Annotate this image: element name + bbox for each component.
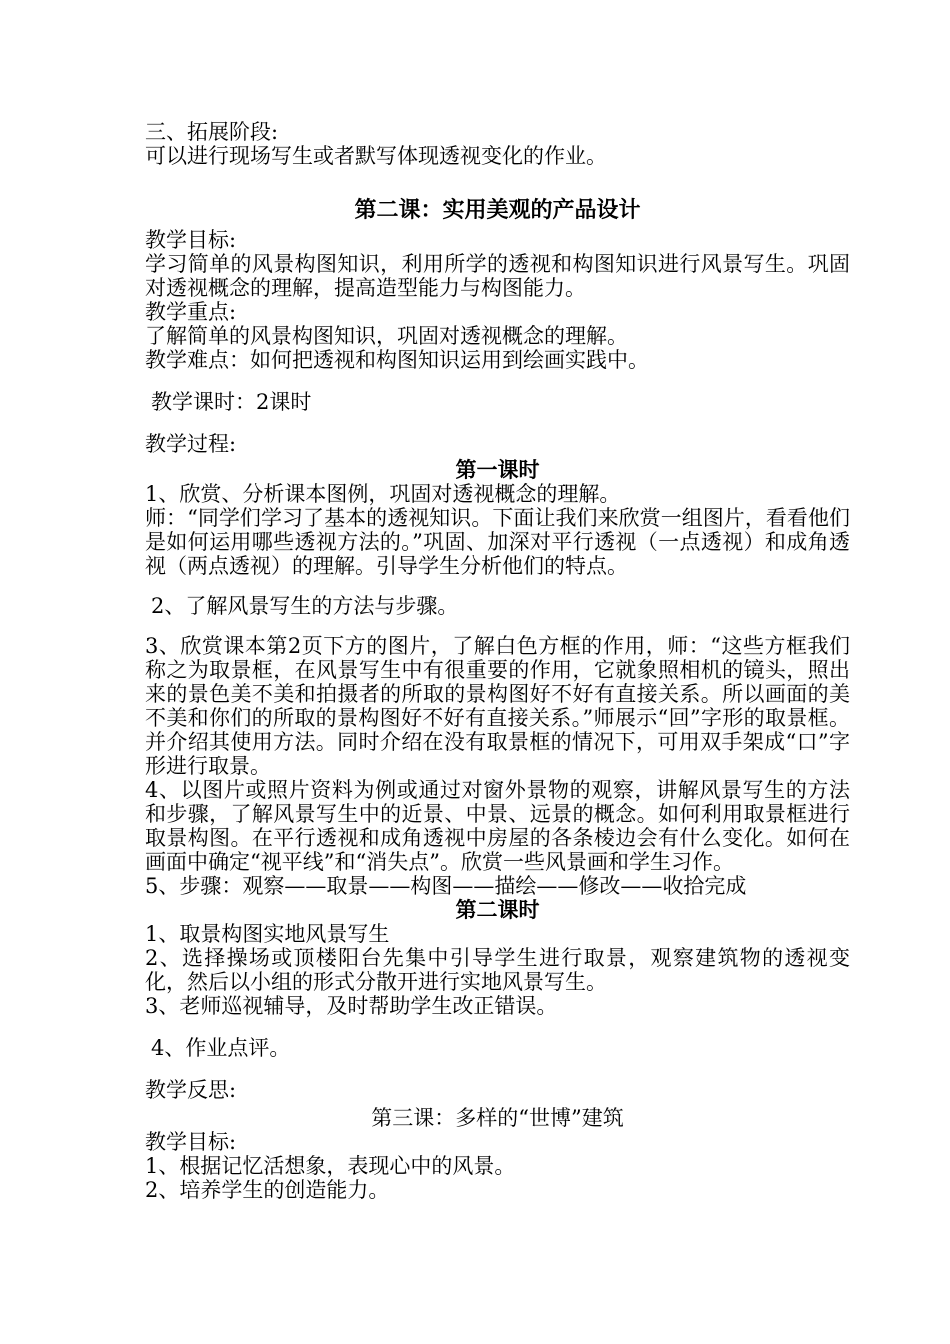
document-page [145,120,850,1202]
lesson-title: 第二课：实用美观的产品设计 [354,197,641,223]
reflection-label: 教学反思: [145,1078,237,1102]
period-title: 第二课时 [455,897,540,922]
list-item: 1、根据记忆活想象，表现心中的风景。 [145,1154,516,1178]
period-title: 第一课时 [455,457,540,482]
paragraph: 可以进行现场写生或者默写体现透视变化的作业。 [145,144,607,168]
list-item: 1、取景构图实地风景写生 [145,922,390,946]
list-item: 4、以图片或照片资料为例或通过对窗外景物的观察，讲解风景写生的方法和步骤，了解风景写生中的近景、中景、远景的概念。如何利用取景框进行取景构图。在平行透视和成角透视中房屋的各条棱边会有什么变化。如何在画面中确定“视平线”和“消失点”。欣赏一些风景画和学生习作。 [145,778,850,874]
lesson-title: 第三课：多样的“世博”建筑 [371,1106,624,1130]
difficulty-text: 教学难点：如何把透视和构图知识运用到绘画实践中。 [145,348,649,372]
key-text: 了解简单的风景构图知识，巩固对透视概念的理解。 [145,324,628,348]
goal-label: 教学目标: [145,1130,237,1154]
hours-text: 教学课时：2课时 [151,390,312,414]
list-item: 3、老师巡视辅导，及时帮助学生改正错误。 [145,994,558,1018]
goal-label: 教学目标: [145,228,237,252]
list-item-detail: 师：“同学们学习了基本的透视知识。下面让我们来欣赏一组图片，看看他们是如何运用哪些透视方法的。”巩固、加深对平行透视（一点透视）和成角透视（两点透视）的理解。引导学生分析他们的特点。 [145,506,850,578]
list-item: 3、欣赏课本第2页下方的图片，了解白色方框的作用，师：“这些方框我们称之为取景框，在风景写生中有很重要的作用，它就象照相机的镜头，照出来的景色美不美和拍摄者的所取的景构图好不好有直接关系。所以画面的美不美和你们的所取的景构图好不好有直接关系。”师展示“回”字形的取景框。并介绍其使用方法。同时介绍在没有取景框的情况下，可用双手架成“口”字形进行取景。 [145,634,850,778]
list-item: 2、了解风景写生的方法与步骤。 [151,594,459,618]
section-heading: 三、拓展阶段: [145,120,279,144]
list-item: 1、欣赏、分析课本图例，巩固对透视概念的理解。 [145,482,621,506]
list-item: 2、培养学生的创造能力。 [145,1178,390,1202]
goal-text: 学习简单的风景构图知识，利用所学的透视和构图知识进行风景写生。巩固对透视概念的理解，提高造型能力与构图能力。 [145,252,850,300]
key-label: 教学重点: [145,300,237,324]
list-item: 5、步骤：观察——取景——构图——描绘——修改——收拾完成 [145,874,747,898]
list-item: 2、选择操场或顶楼阳台先集中引导学生进行取景，观察建筑物的透视变化，然后以小组的形式分散开进行实地风景写生。 [145,946,850,994]
list-item: 4、作业点评。 [151,1036,291,1060]
process-label: 教学过程: [145,432,237,456]
